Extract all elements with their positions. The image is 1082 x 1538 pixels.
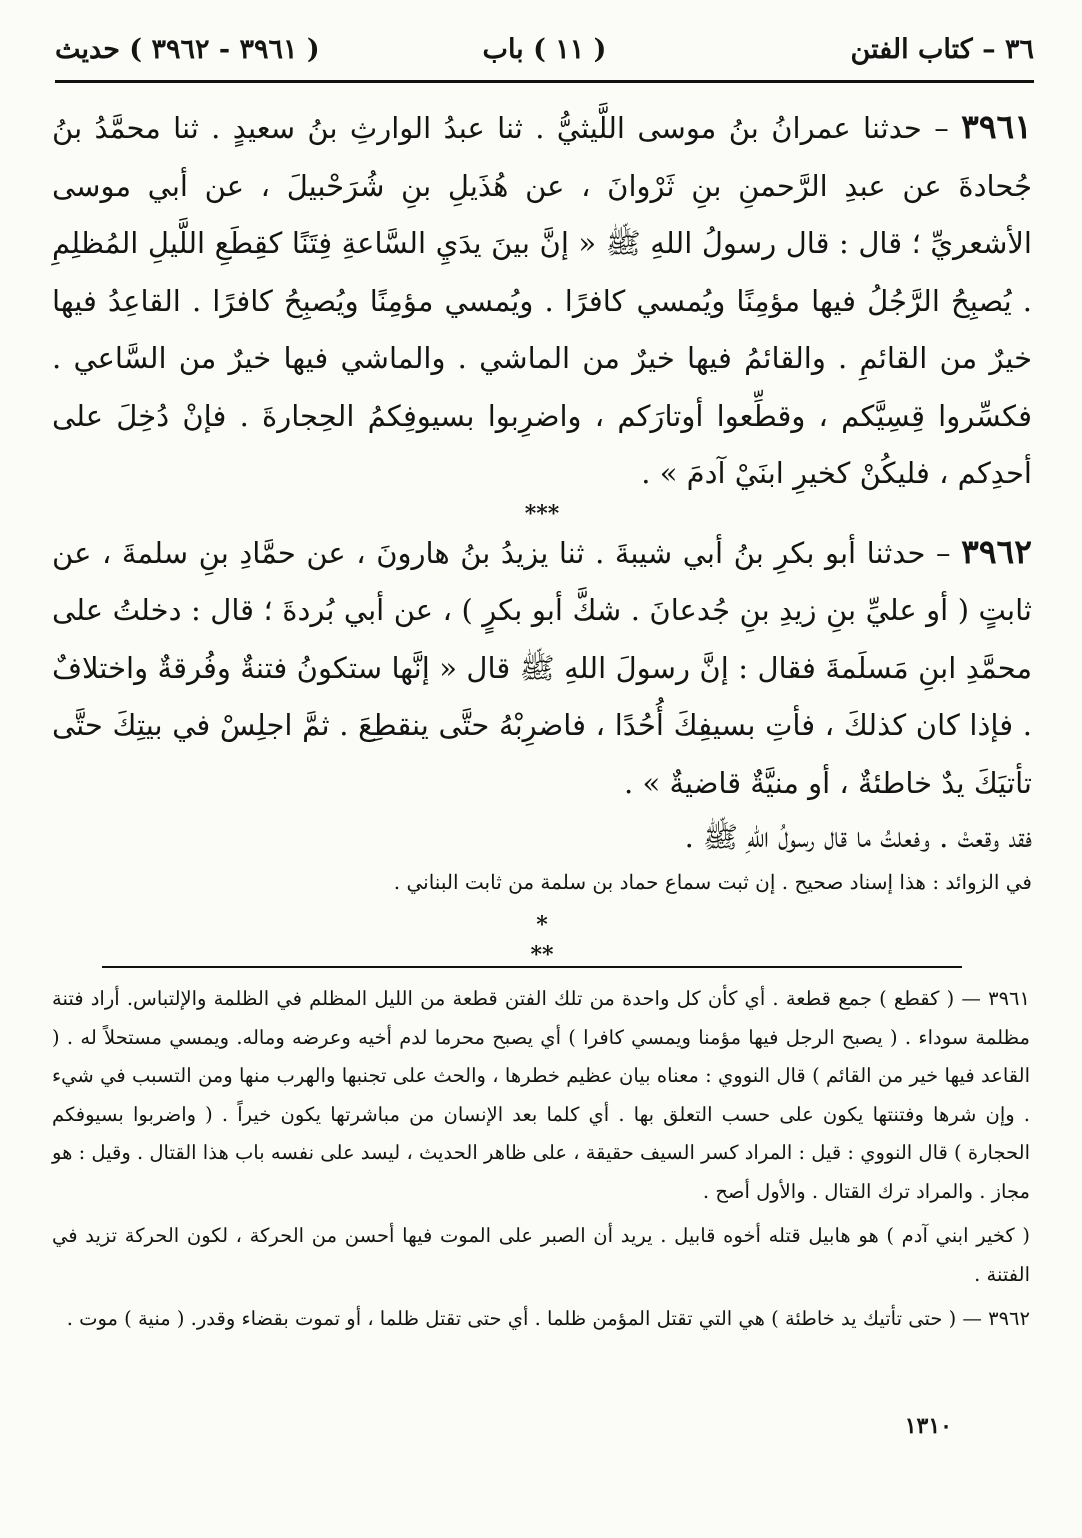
footnote-3961: ٣٩٦١ — ( كقطع ) جمع قطعة . أي كأن كل واحدة من تلك الفتن قطعة من الليل المظلم في الظلمة والإلتباس. أراد فتنة مظلمة سوداء . ( يصبح الرجل فيها مؤمنا ويمسي كافرا ) أي يصبح محرما لدم أخيه وعرضه وماله. ويمسي مستحلاً له . ( القاعد فيها خير من القائم ) قال النووي : معناه بيان عظيم خطرها ، والحث على تجنبها والهرب منها ومن التسبب في شيء . وإن شرها وفتنتها يكون على حسب التعلق بها . أي كلما بعد الإنسان من مباشرتها يكون خيراً . ( واضربوا بسيوفكم الحجارة ) قال النووي : قيل : المراد كسر السيف حقيقة ، على ظاهر الحديث ، ليسد على نفسه باب هذا القتال . وقيل : هو مجاز . والمراد ترك القتال . والأول أصح . xyxy=(52,987,1030,1203)
footnotes xyxy=(52,980,1030,1339)
header-chapter: ( ١١ ) باب xyxy=(482,34,607,65)
hadith-3961 xyxy=(52,98,1032,503)
header-page-number: ٣٦ xyxy=(1004,34,1034,65)
footnote-rule xyxy=(102,966,962,968)
hadith-number: ٣٩٦٢ xyxy=(961,531,1032,571)
footnote-3962: ٣٩٦٢ — ( حتى تأتيك يد خاطئة ) هي التي تقتل المؤمن ظلما . أي حتى تقتل ظلما ، أو تموت بقضاء وقدر. ( منية ) موت . xyxy=(66,1307,1030,1330)
hadith-text: – حدثنا أبو بكرِ بنُ أبي شيبةَ . ثنا يزيدُ بنُ هارونَ ، عن حمَّادِ بنِ سلمةَ ، عن ثابتٍ ( أو عليِّ بنِ زيدِ بنِ جُدعانَ . شكَّ أبو بكرٍ ) ، عن أبي بُردةَ ؛ قال : دخلتُ على محمَّدِ ابنِ مَسلَمةَ فقال : إنَّ رسولَ اللهِ ﷺ قال « إنَّها ستكونُ فتنةٌ وفُرقةٌ واختلافٌ . فإذا كان كذلكَ ، فأتِ بسيفِكَ أُحُدًا ، فاضرِبْهُ حتَّى ينقطِعَ . ثمَّ اجلِسْ في بيتِكَ حتَّى تأتيَكَ يدٌ خاطئةٌ ، أو منيَّةٌ قاضيةٌ » . xyxy=(52,535,1032,800)
header-page-and-book: ٣٦ – كتاب الفتن xyxy=(850,34,1034,65)
hadith-number: ٣٩٦١ xyxy=(961,107,1032,146)
main-text xyxy=(52,98,1032,970)
zawaid-note: في الزوائد : هذا إسناد صحيح . إن ثبت سماع حماد بن سلمة من ثابت البناني . xyxy=(393,870,1032,894)
hadith-addendum: فقد وقعتْ . وفعلتُ ما قال رسولُ اللهِ ﷺ . xyxy=(684,820,1032,854)
header-rule xyxy=(55,80,1034,83)
footer-page-number: ١٣١٠ xyxy=(904,1413,952,1439)
header-book-title: كتاب الفتن xyxy=(850,34,973,65)
end-separator: * ** xyxy=(530,912,554,968)
header-hadith-range: ( ٣٩٦١ - ٣٩٦٢ ) حديث xyxy=(55,34,320,65)
hadith-3962 xyxy=(52,523,1032,903)
running-header xyxy=(55,34,1034,82)
section-separator: *** xyxy=(524,500,560,527)
footnote-3961-continued: ( كخير ابني آدم ) هو هابيل قتله أخوه قابيل . يريد أن الصبر على الموت فيها أحسن من الحركة ، لكون الحركة تزيد في الفتنة . xyxy=(52,1224,1030,1286)
hadith-text: – حدثنا عمرانُ بنُ موسى اللَّيثيُّ . ثنا عبدُ الوارثِ بنُ سعيدٍ . ثنا محمَّدُ بنُ جُحادةَ عن عبدِ الرَّحمنِ بنِ ثَرْوانَ ، عن هُذَيلِ بنِ شُرَحْبيلَ ، عن أبي موسى الأشعريِّ ؛ قال : قال رسولُ اللهِ ﷺ « إنَّ بينَ يدَيِ السَّاعةِ فِتَنًا كقِطَعِ اللَّيلِ المُظلِمِ . يُصبِحُ الرَّجُلُ فيها مؤمِنًا ويُمسي كافرًا . ويُمسي مؤمِنًا ويُصبِحُ كافرًا . القاعِدُ فيها خيرٌ من القائمِ . والقائمُ فيها خيرٌ من الماشي . والماشي فيها خيرٌ من السَّاعي . فكسِّروا قِسِيَّكم ، وقطِّعوا أوتارَكم ، واضرِبوا بسيوفِكمُ الحِجارةَ . فإنْ دُخِلَ على أحدِكم ، فليكُنْ كخيرِ ابنَيْ آدمَ » . xyxy=(52,111,1032,490)
